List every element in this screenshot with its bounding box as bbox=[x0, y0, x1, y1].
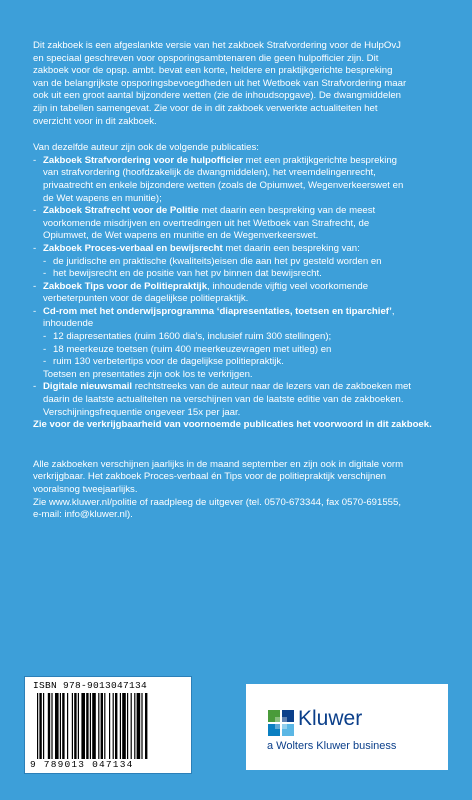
publication-item: - Digitale nieuwsmail rechtstreeks van de auteur naar de lezers van de zakboeken met daarin de laatste actualiteiten na verschijnen van de laatste editie van de zakboeken. Verschijningsfrequentie ongeveer 15x per jaar. bbox=[33, 381, 411, 418]
barcode-bar bbox=[98, 693, 99, 759]
availability-line: e-mail: info@kluwer.nl). bbox=[33, 509, 133, 521]
barcode-bar bbox=[120, 693, 121, 759]
publisher-name: Kluwer bbox=[298, 707, 363, 730]
publication-item: - Zakboek Strafrecht voor de Politie met daarin een bespreking van de meest voorkomende misdrijven en overtredingen uit het Wetboek van Strafrecht, de Opiumwet, de Wet wapens en munitie en de Wegenverkeerswet. bbox=[33, 205, 376, 242]
barcode-bar bbox=[67, 693, 68, 759]
barcode-bar bbox=[115, 693, 117, 759]
publication-note: Toetsen en presentaties zijn ook los te verkrijgen. bbox=[43, 368, 253, 380]
barcode-bar bbox=[131, 693, 132, 759]
barcode-bars bbox=[37, 693, 183, 759]
availability-line: Alle zakboeken verschijnen jaarlijks in de maand september en zijn ook in digitale vorm bbox=[33, 458, 404, 470]
isbn-number: ISBN 978-9013047134 bbox=[33, 680, 148, 691]
ean-number: 9 789013 047134 bbox=[30, 759, 134, 770]
barcode-bar bbox=[137, 693, 141, 759]
barcode-bar bbox=[109, 693, 110, 759]
intro-line: Dit zakboek is een afgeslankte versie van het zakboek Strafvordering voor de HulpOvJ bbox=[33, 40, 401, 51]
barcode-bar bbox=[145, 693, 147, 759]
barcode-bar bbox=[81, 693, 85, 759]
intro-line: zakboek voor de opsp. ambt. bevat een korte, heldere en praktijkgerichte bespreking bbox=[33, 65, 393, 77]
barcode-bar bbox=[78, 693, 79, 759]
barcode-bar bbox=[60, 693, 61, 759]
barcode-bar bbox=[48, 693, 50, 759]
publication-subitem: - de juridische en praktische (kwaliteits)eisen die aan het pv gesteld worden en bbox=[43, 255, 382, 267]
availability-line: verkrijgbaar. Het zakboek Proces-verbaal én Tips voor de politiepraktijk verschijnen bbox=[33, 471, 387, 483]
barcode-bar bbox=[74, 693, 76, 759]
barcode-bar bbox=[101, 693, 103, 759]
barcode-bar bbox=[55, 693, 59, 759]
intro-line: van de belangrijkste opsporingsbevoegdheden uit het Wetboek van Strafvordering maar bbox=[33, 77, 407, 89]
publication-item: - Zakboek Tips voor de Politiepraktijk, inhoudende vijftig veel voorkomende verbeterpunten voor de dagelijkse politiepraktijk. bbox=[33, 280, 369, 305]
intro-paragraph bbox=[33, 40, 443, 128]
availability-line: Zie www.kluwer.nl/politie of raadpleeg de uitgever (tel. 0570-673344, fax 0570-691555, bbox=[33, 496, 401, 508]
barcode-bar bbox=[134, 693, 135, 759]
barcode-bar bbox=[39, 693, 41, 759]
barcode-bar bbox=[104, 693, 105, 759]
barcode-bar bbox=[92, 693, 96, 759]
barcode-bar bbox=[62, 693, 64, 759]
publication-subitem: - ruim 130 verbetertips voor de dagelijkse politiepraktijk. bbox=[43, 356, 284, 368]
publications-list bbox=[33, 142, 443, 432]
intro-line: ook uit een groot aantal bijzondere wetten (zie de inhoudsopgave). De dwangmiddelen bbox=[33, 90, 402, 102]
kluwer-logo-icon bbox=[266, 708, 296, 738]
barcode-bar bbox=[113, 693, 114, 759]
back-cover-text bbox=[33, 40, 443, 522]
barcode-bar bbox=[37, 693, 38, 759]
publications-closing: Zie voor de verkrijgbaarheid van voornoemde publicaties het voorwoord in dit zakboek. bbox=[33, 419, 432, 431]
intro-line: overzicht voor in dit zakboek. bbox=[33, 115, 157, 127]
barcode-bar bbox=[122, 693, 126, 759]
publication-item: - Cd-rom met het onderwijsprogramma ‘diapresentaties, toetsen en tiparchief’, inhoudende bbox=[33, 305, 395, 330]
publication-subitem: - het bewijsrecht en de positie van het pv binnen dat bewijsrecht. bbox=[43, 268, 322, 280]
availability-line: vooralsnog tweejaarlijks. bbox=[33, 484, 138, 495]
publisher-logo bbox=[246, 684, 448, 770]
publication-subitem: - 12 diapresentaties (ruim 1600 dia’s, inclusief ruim 300 stellingen); bbox=[43, 331, 332, 343]
availability-paragraph bbox=[33, 459, 443, 522]
publication-subitem: - 18 meerkeuze toetsen (ruim 400 meerkeuzevragen met uitleg) en bbox=[43, 343, 332, 355]
publication-item: - Zakboek Strafvordering voor de hulpofficier met een praktijkgerichte bespreking van strafvordering (hoofdzakelijk de dwangmiddelen), het vreemdelingenrecht, privaatrecht en enkele bijzondere wetten (zoals de Opiumwet, Wegenverkeerswet en de Wet wapens en munitie); bbox=[33, 154, 404, 204]
barcode-bar bbox=[72, 693, 73, 759]
publication-item: - Zakboek Proces-verbaal en bewijsrecht met daarin een bespreking van: bbox=[33, 242, 360, 254]
isbn-barcode bbox=[24, 676, 192, 774]
intro-line: zijn in tabellen samengevat. Zie voor de in dit zakboek verwerkte actualiteiten het bbox=[33, 102, 378, 114]
barcode-bar bbox=[90, 693, 91, 759]
barcode-bar bbox=[51, 693, 52, 759]
barcode-bar bbox=[127, 693, 128, 759]
publisher-tagline: a Wolters Kluwer business bbox=[267, 740, 397, 752]
publications-heading: Van dezelfde auteur zijn ook de volgende publicaties: bbox=[33, 142, 259, 154]
barcode-bar bbox=[141, 693, 142, 759]
intro-line: en speciaal geschreven voor opsporingsambtenaren die geen hulpofficier zijn. Dit bbox=[33, 52, 379, 64]
barcode-bar bbox=[86, 693, 88, 759]
barcode-bar bbox=[43, 693, 44, 759]
